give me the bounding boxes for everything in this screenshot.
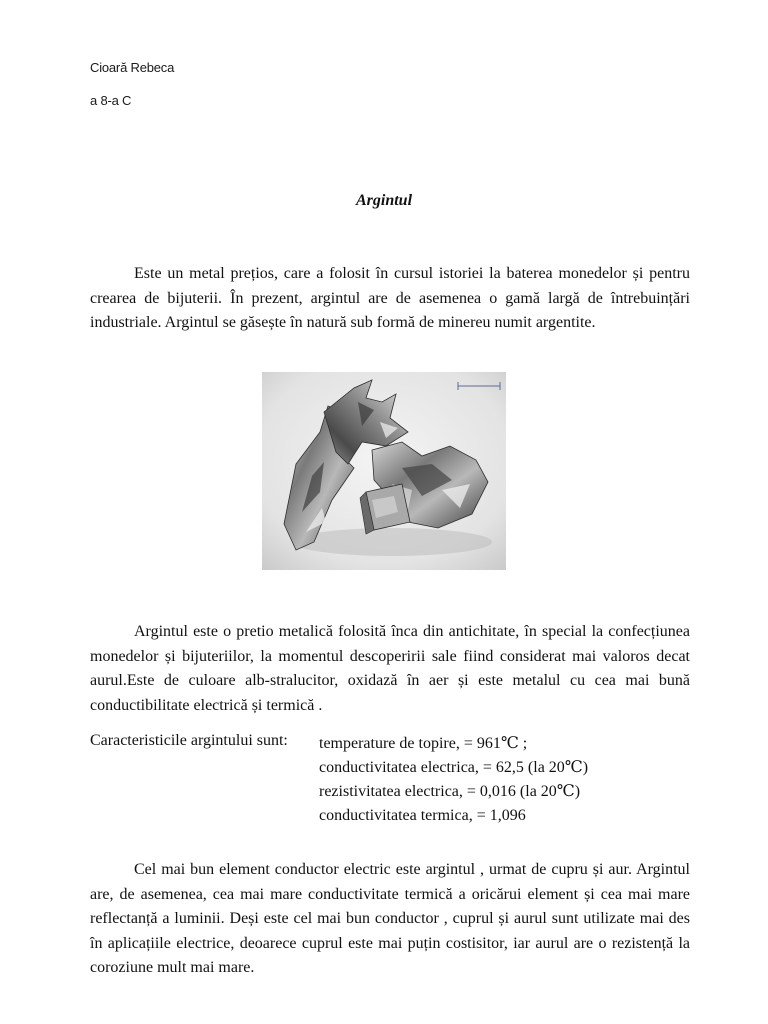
- description-paragraph: Argintul este o pretio metalică folosită înca din antichitate, în special la confecțiunea monedelor și bijuteriilor, la momentul descoperirii sale fiind considerat mai valoros decat aurul.Este de culoare alb-stralucitor, oxidază în aer și este metalul cu cea mai bună conductibilitate electrică și termică .: [90, 623, 690, 714]
- characteristic-item: temperature de topire, = 961℃ ;: [319, 735, 528, 752]
- page-title: Argintul: [355, 192, 413, 209]
- conductor-paragraph: Cel mai bun element conductor electric este argintul , urmat de cupru și aur. Argintul are, de asemenea, cea mai mare conductivitate termică a oricărui element și cea mai mare reflectanță a luminii. Deși este cel mai bun conductor , cuprul și aurul sunt utilizate mai des în aplicațiile electrice, deoarece cuprul este mai puțin costisitor, iar aurul are o rezistență la coroziune mult mai mare.: [90, 861, 690, 976]
- intro-paragraph: Este un metal prețios, care a folosit în cursul istoriei la baterea monedelor și pentru crearea de bijuterii. În prezent, argintul are de asemenea o gamă largă de întrebuințări industriale. Argintul se găsește în natură sub formă de minereu numit argentite.: [90, 265, 690, 331]
- characteristic-item: rezistivitatea electrica, = 0,016 (la 20℃): [319, 783, 581, 800]
- characteristics-label: Caracteristicile argintului sunt:: [90, 732, 288, 749]
- class-label: a 8-a C: [90, 93, 132, 108]
- author-name: Cioară Rebeca: [90, 60, 175, 75]
- characteristic-item: conductivitatea electrica, = 62,5 (la 20℃): [319, 759, 589, 776]
- characteristic-item: conductivitatea termica, = 1,096: [319, 807, 526, 824]
- silver-crystal-photo: [262, 372, 506, 570]
